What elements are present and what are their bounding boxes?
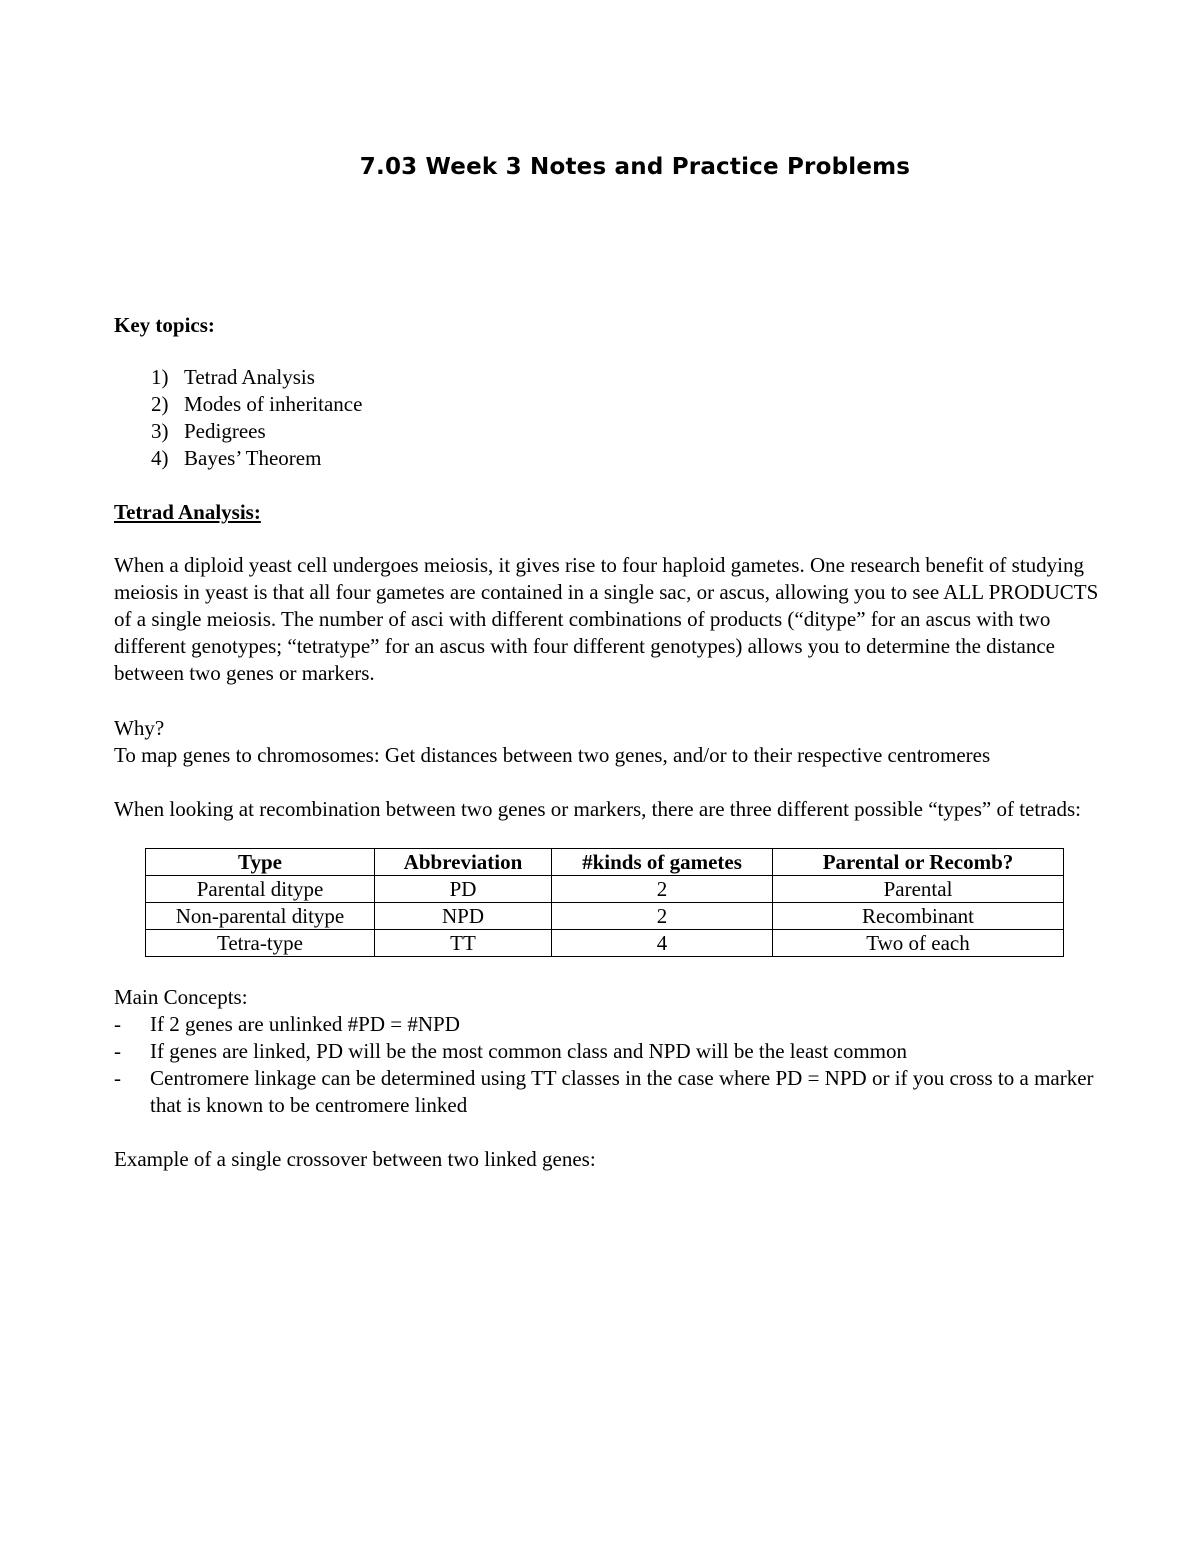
table-cell: TT	[375, 930, 552, 957]
table-cell: 4	[552, 930, 773, 957]
table-cell: Parental	[773, 876, 1064, 903]
table-cell: Tetra-type	[146, 930, 375, 957]
table-cell: Parental ditype	[146, 876, 375, 903]
list-bullet: -	[114, 1066, 121, 1090]
table-cell: NPD	[375, 903, 552, 930]
table-header-row	[146, 849, 1064, 876]
table-cell: PD	[375, 876, 552, 903]
table-header-cell: Type	[146, 849, 375, 876]
list-item	[114, 1038, 1104, 1065]
table-cell: Recombinant	[773, 903, 1064, 930]
crossover-example-text: Example of a single crossover between two linked genes:	[114, 1147, 596, 1171]
list-item	[114, 391, 1104, 418]
list-item-label: Pedigrees	[184, 419, 266, 443]
list-item-number: 2)	[151, 392, 169, 416]
document-body	[114, 312, 1104, 1173]
list-item	[114, 418, 1104, 445]
list-item-number: 1)	[151, 365, 169, 389]
list-item	[114, 364, 1104, 391]
tetrad-types-intro: When looking at recombination between two genes or markers, there are three different possible “types” of tetrads:	[114, 797, 1082, 821]
table-header-cell: Abbreviation	[375, 849, 552, 876]
list-item-label: Modes of inheritance	[184, 392, 363, 416]
table-row	[146, 903, 1064, 930]
why-answer: To map genes to chromosomes: Get distances between two genes, and/or to their respective centromeres	[114, 743, 991, 767]
tetrad-intro-paragraph: When a diploid yeast cell undergoes meiosis, it gives rise to four haploid gametes. One research benefit of studying meiosis in yeast is that all four gametes are contained in a single sac, or ascus, allowing you to see ALL PRODUCTS of a single meiosis. The number of asci with different combinations of products (“ditype” for an ascus with two different genotypes; “tetratype” for an ascus with four different genotypes) allows you to determine the distance between two genes or markers.	[114, 553, 1099, 685]
table-header-cell: #kinds of gametes	[552, 849, 773, 876]
table-row	[146, 876, 1064, 903]
list-item-text: If genes are linked, PD will be the most common class and NPD will be the least common	[150, 1039, 908, 1063]
list-item-number: 4)	[151, 446, 169, 470]
table-cell: Two of each	[773, 930, 1064, 957]
why-question: Why?	[114, 716, 165, 740]
table-cell: Non-parental ditype	[146, 903, 375, 930]
list-item-label: Bayes’ Theorem	[184, 446, 322, 470]
list-item-text: If 2 genes are unlinked #PD = #NPD	[150, 1012, 460, 1036]
table-row	[146, 930, 1064, 957]
list-item	[114, 1065, 1104, 1119]
main-concepts-label: Main Concepts:	[114, 985, 248, 1009]
list-item	[114, 445, 1104, 472]
tetrad-analysis-heading: Tetrad Analysis:	[114, 500, 261, 524]
list-item-label: Tetrad Analysis	[184, 365, 315, 389]
list-item-number: 3)	[151, 419, 169, 443]
list-bullet: -	[114, 1012, 121, 1036]
main-concepts-list	[114, 1011, 1104, 1119]
table-cell: 2	[552, 876, 773, 903]
list-item-text: Centromere linkage can be determined using TT classes in the case where PD = NPD or if you cross to a marker that is known to be centromere linked	[150, 1066, 1094, 1117]
list-item	[114, 1011, 1104, 1038]
key-topics-heading: Key topics:	[114, 313, 215, 337]
table-cell: 2	[552, 903, 773, 930]
key-topics-list	[114, 364, 1104, 472]
list-bullet: -	[114, 1039, 121, 1063]
tetrad-types-table-wrapper	[145, 848, 1104, 957]
table-header-cell: Parental or Recomb?	[773, 849, 1064, 876]
document-title: 7.03 Week 3 Notes and Practice Problems	[359, 154, 911, 180]
tetrad-types-table	[145, 848, 1064, 957]
